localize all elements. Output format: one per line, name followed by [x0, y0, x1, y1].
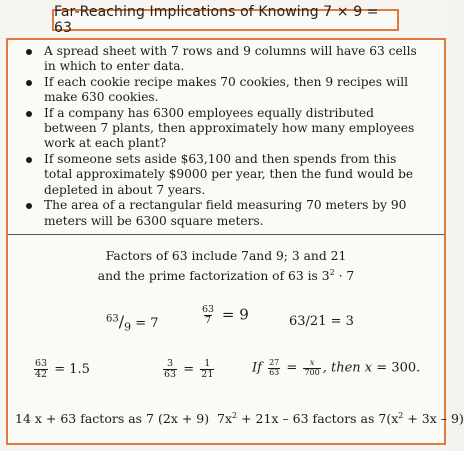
equation-63-over-42: $\frac{63}{42}$ = 1.5 [35, 358, 90, 380]
bullet-icon [26, 80, 32, 86]
equation-63-over-21: 63/21 = 3 [289, 314, 354, 329]
page-title: Far-Reaching Implications of Knowing 7 × 9 = 63 [54, 4, 379, 36]
bullet-icon [26, 49, 32, 55]
list-item: A spread sheet with 7 rows and 9 columns will have 63 cells in which to enter data. [22, 44, 428, 74]
list-item: The area of a rectangular field measuring 70 meters by 90 meters will be 6300 square meters. [22, 198, 428, 228]
list-item: If someone sets aside $63,100 and then spends from this total approximately $9000 per year, then the fund would be depleted in about 7 years. [22, 152, 428, 198]
equation-3-over-63: $\frac{3}{63}$ = $\frac{1}{21}$ [164, 358, 214, 380]
factoring-example-1: 14 x + 63 factors as 7 (2x + 9) [15, 411, 210, 426]
list-item: If a company has 6300 employees equally distributed between 7 plants, then approximately how many employees work at each plant? [22, 106, 428, 152]
implications-list [22, 44, 428, 229]
section-divider [8, 234, 444, 235]
content-panel [6, 38, 464, 445]
factors-line-1: Factors of 63 include 7and 9; 3 and 21 [105, 249, 347, 263]
bullet-icon [26, 111, 32, 117]
title-box [52, 4, 399, 36]
equation-63-over-7: $\frac{63}{7}$ = 9 [202, 304, 249, 326]
equation-63-over-9: $^{63}/_9 = 7$ [106, 312, 159, 334]
factors-text [8, 248, 444, 284]
equation-proportion: If $\frac{27}{63}$ = $\frac{x}{700}$ , then x = 300. [252, 358, 421, 377]
factoring-example-2: $7x^2 + 21x - 63$ factors as $7(x^2 + 3x - 9)$ [217, 411, 464, 427]
bullet-icon [26, 157, 32, 163]
list-item: If each cookie recipe makes 70 cookies, then 9 recipes will make 630 cookies. [22, 75, 428, 105]
bullet-icon [26, 203, 32, 209]
factors-line-2: and the prime factorization of 63 is $3^2 \cdot 7$ [97, 267, 355, 283]
